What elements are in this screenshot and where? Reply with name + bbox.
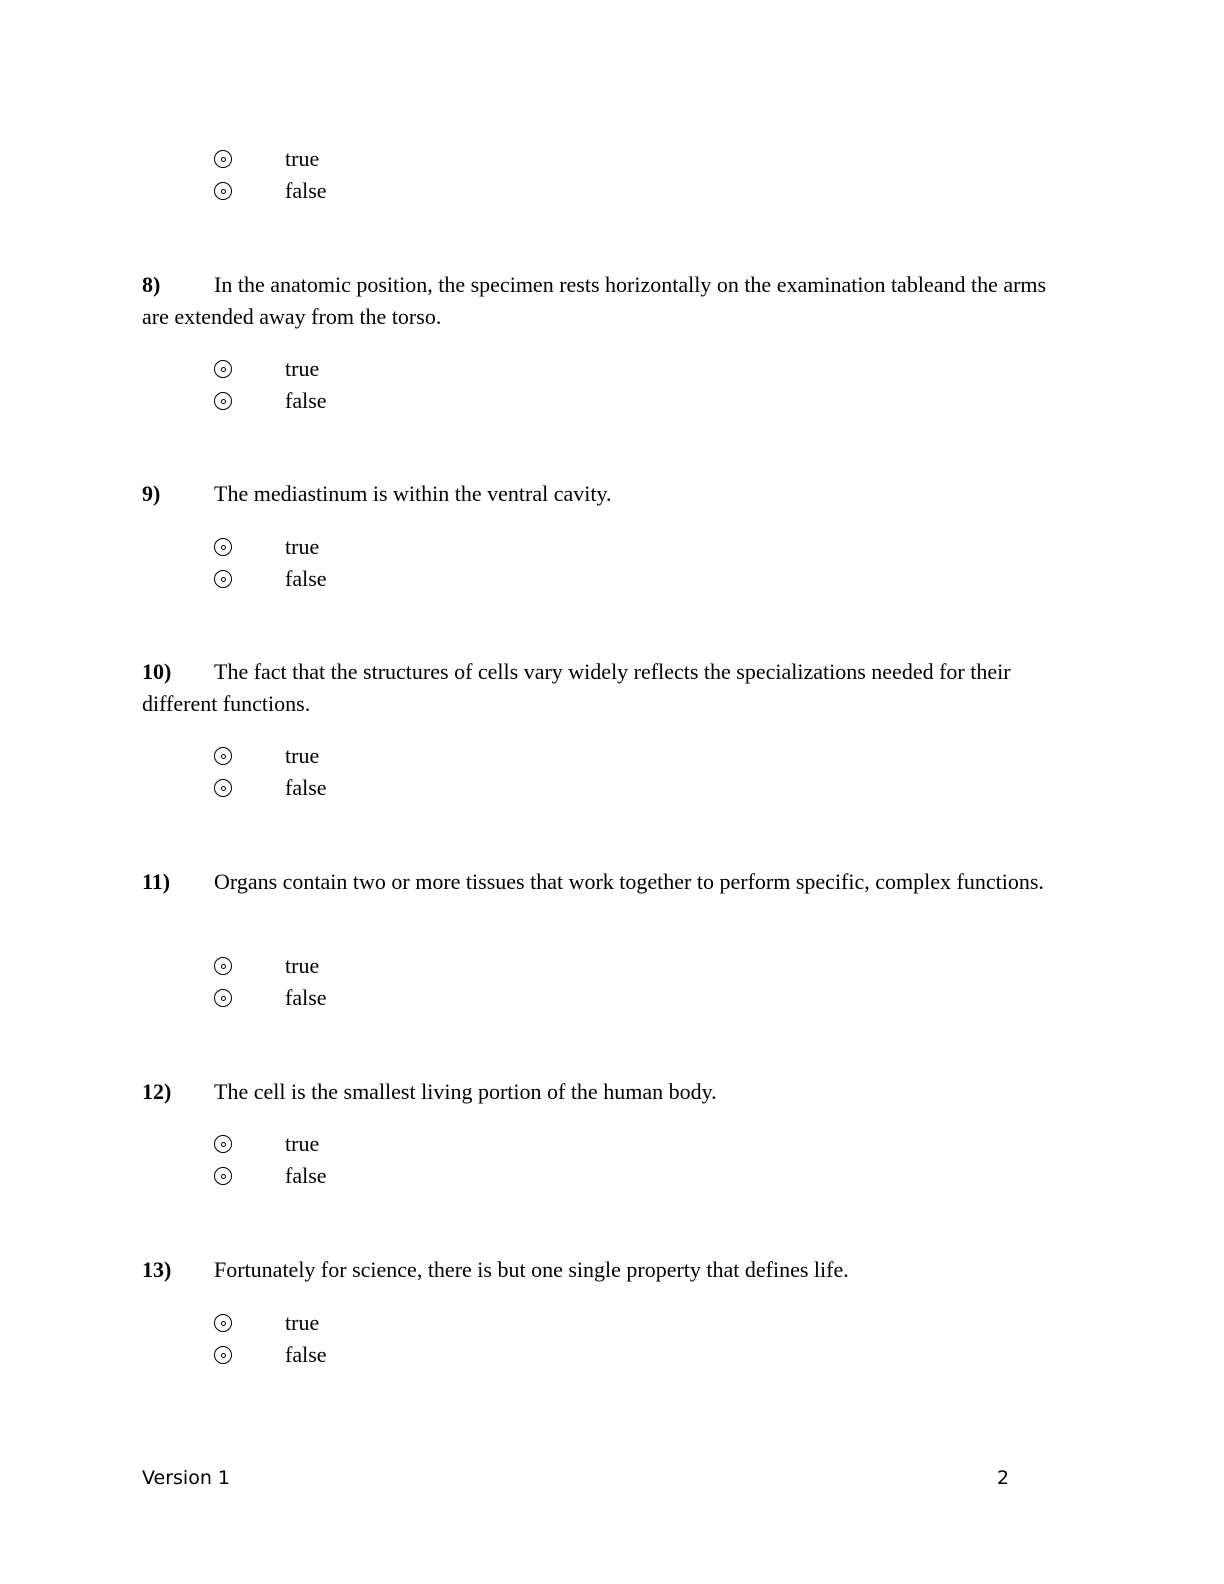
footer-version: Version 1 — [142, 1467, 230, 1489]
option-label: false — [285, 775, 327, 800]
option-false[interactable] — [214, 179, 514, 207]
question-number: 8) — [142, 272, 161, 297]
option-label: false — [285, 1163, 327, 1188]
radio-button-icon[interactable] — [214, 989, 232, 1007]
option-label: false — [285, 178, 327, 203]
radio-button-icon[interactable] — [214, 538, 232, 556]
radio-button-icon[interactable] — [214, 182, 232, 200]
footer-page-number: 2 — [997, 1467, 1010, 1489]
option-false[interactable] — [214, 389, 514, 417]
option-true[interactable] — [214, 1311, 514, 1339]
option-label: true — [285, 743, 320, 768]
question-8 — [142, 269, 1072, 332]
question-number: 11) — [142, 869, 171, 894]
option-true[interactable] — [214, 535, 514, 563]
option-label: false — [285, 1342, 327, 1367]
question-text: The cell is the smallest living portion of the human body. — [214, 1079, 717, 1104]
option-label: true — [285, 953, 320, 978]
question-text: The mediastinum is within the ventral cavity. — [214, 481, 612, 506]
option-label: true — [285, 1310, 320, 1335]
option-true[interactable] — [214, 357, 514, 385]
radio-button-icon[interactable] — [214, 779, 232, 797]
option-true[interactable] — [214, 1132, 514, 1160]
option-label: false — [285, 566, 327, 591]
radio-button-icon[interactable] — [214, 1314, 232, 1332]
radio-button-icon[interactable] — [214, 1135, 232, 1153]
radio-button-icon[interactable] — [214, 1346, 232, 1364]
question-number: 12) — [142, 1079, 172, 1104]
radio-button-icon[interactable] — [214, 957, 232, 975]
option-label: false — [285, 985, 327, 1010]
question-text: Fortunately for science, there is but one single property that defines life. — [214, 1257, 849, 1282]
question-text: The fact that the structures of cells vary widely reflects the specializations needed for their different functions. — [142, 659, 1011, 716]
option-label: true — [285, 1131, 320, 1156]
option-label: true — [285, 534, 320, 559]
radio-button-icon[interactable] — [214, 360, 232, 378]
question-12 — [142, 1076, 1072, 1108]
question-10 — [142, 656, 1072, 719]
option-false[interactable] — [214, 776, 514, 804]
question-9 — [142, 478, 1072, 510]
question-13 — [142, 1254, 1072, 1286]
option-label: false — [285, 388, 327, 413]
radio-button-icon[interactable] — [214, 747, 232, 765]
option-true[interactable] — [214, 954, 514, 982]
option-label: true — [285, 356, 320, 381]
option-true[interactable] — [214, 147, 514, 175]
question-number: 9) — [142, 481, 161, 506]
option-true[interactable] — [214, 744, 514, 772]
radio-button-icon[interactable] — [214, 150, 232, 168]
option-false[interactable] — [214, 1343, 514, 1371]
radio-button-icon[interactable] — [214, 1167, 232, 1185]
radio-button-icon[interactable] — [214, 392, 232, 410]
option-label: true — [285, 146, 320, 171]
radio-button-icon[interactable] — [214, 570, 232, 588]
option-false[interactable] — [214, 567, 514, 595]
option-false[interactable] — [214, 1164, 514, 1192]
question-11 — [142, 866, 1072, 898]
question-number: 13) — [142, 1257, 172, 1282]
question-text: Organs contain two or more tissues that work together to perform specific, complex functions. — [214, 869, 1044, 894]
question-number: 10) — [142, 659, 172, 684]
option-false[interactable] — [214, 986, 514, 1014]
question-text: In the anatomic position, the specimen rests horizontally on the examination tableand the arms are extended away from the torso. — [142, 272, 1047, 329]
